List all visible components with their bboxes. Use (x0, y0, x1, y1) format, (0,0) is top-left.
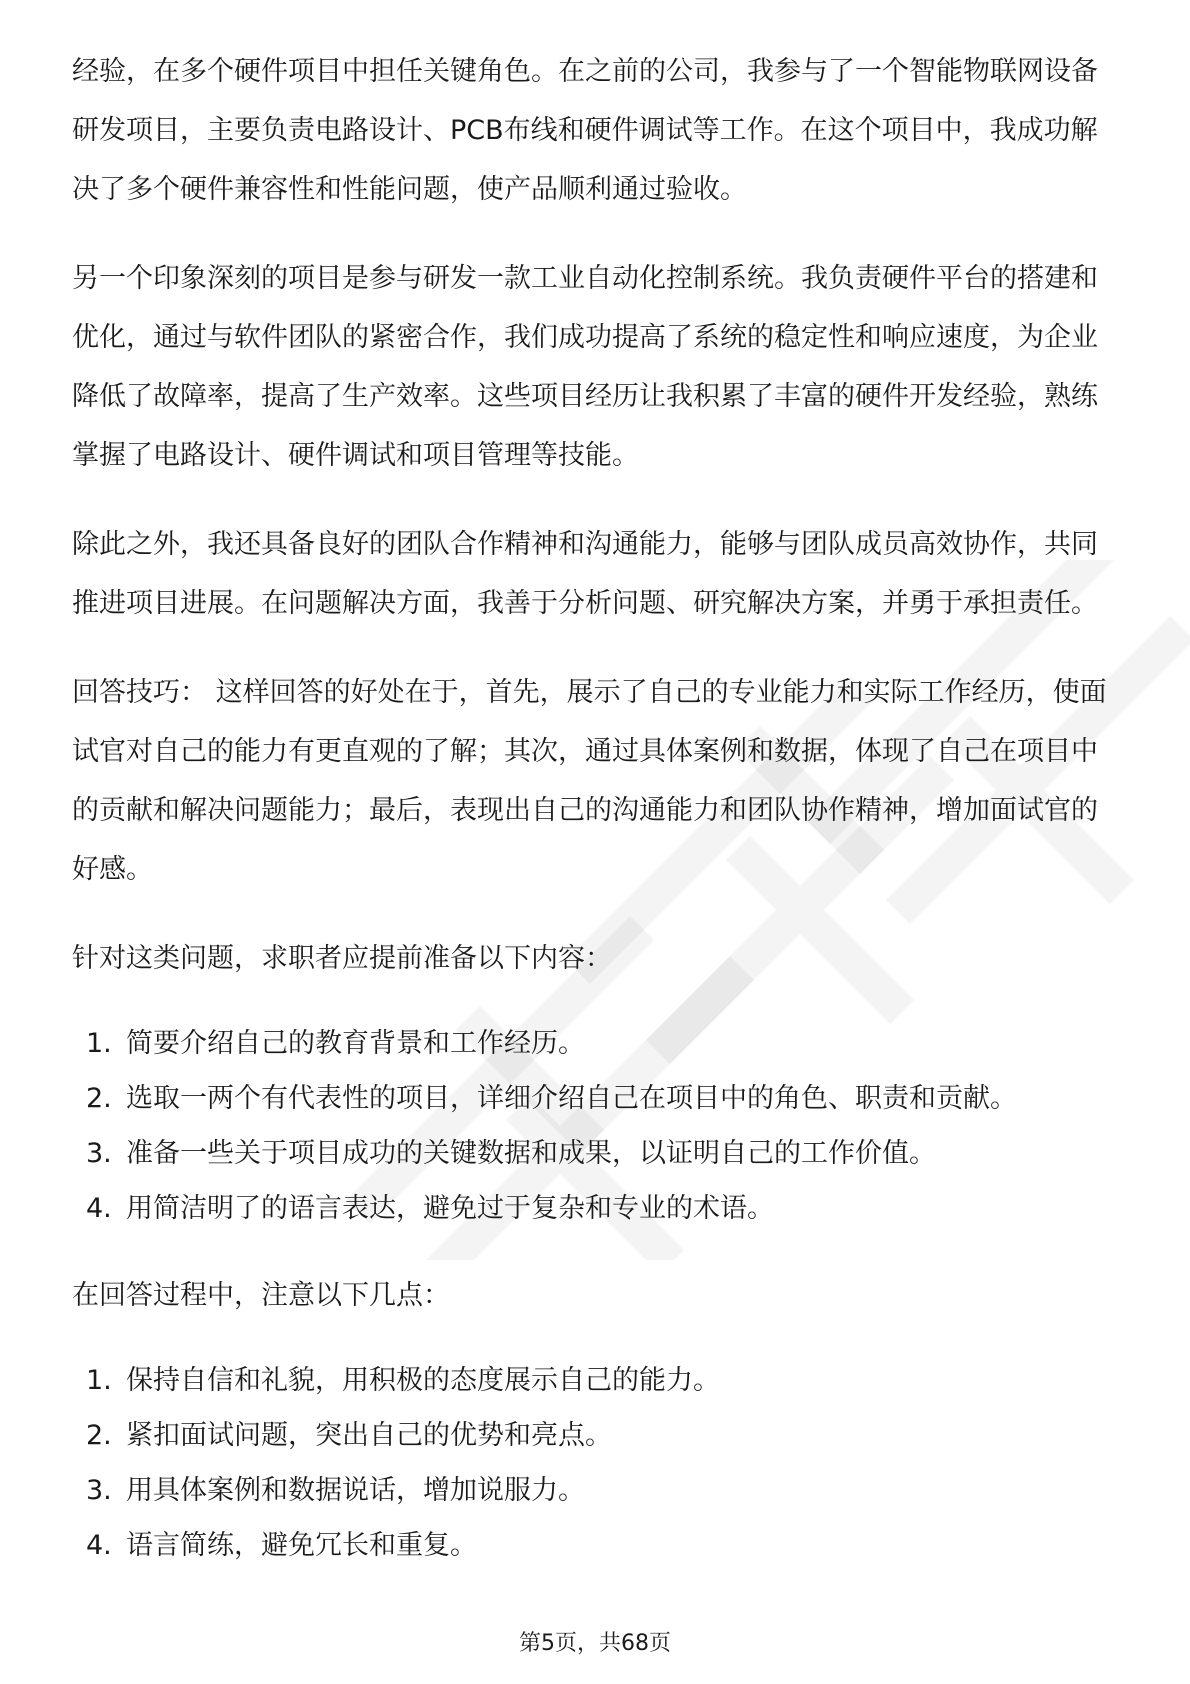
list-number: 4. (86, 1193, 112, 1224)
list-text: 保持自信和礼貌，用积极的态度展示自己的能力。 (126, 1365, 720, 1396)
prep-section-lead: 针对这类问题，求职者应提前准备以下内容： (72, 943, 612, 974)
paragraph-experience: 经验，在多个硬件项目中担任关键角色。在之前的公司，我参与了一个智能物联网设备研发项目，主要负责电路设计、PCB布线和硬件调试等工作。在这个项目中，我成功解决了多个硬件兼容性和性能问题，使产品顺利通过验收。 (72, 56, 1098, 205)
list-text: 用简洁明了的语言表达，避免过于复杂和专业的术语。 (126, 1193, 774, 1224)
list-item (72, 1016, 1122, 1071)
list-text: 用具体案例和数据说话，增加说服力。 (126, 1475, 585, 1506)
list-item (72, 1463, 1122, 1518)
paragraph-teamwork: 除此之外，我还具备良好的团队合作精神和沟通能力，能够与团队成员高效协作，共同推进项目进展。在问题解决方面，我善于分析问题、研究解决方案，并勇于承担责任。 (72, 529, 1098, 619)
notes-section-lead: 在回答过程中，注意以下几点： (72, 1280, 450, 1311)
list-text: 紧扣面试问题，突出自己的优势和亮点。 (126, 1420, 612, 1451)
list-number: 1. (86, 1028, 112, 1059)
list-number: 3. (86, 1475, 112, 1506)
list-number: 3. (86, 1138, 112, 1169)
list-item (72, 1408, 1122, 1463)
paragraph-automation-project: 另一个印象深刻的项目是参与研发一款工业自动化控制系统。我负责硬件平台的搭建和优化，通过与软件团队的紧密合作，我们成功提高了系统的稳定性和响应速度，为企业降低了故障率，提高了生产效率。这些项目经历让我积累了丰富的硬件开发经验，熟练掌握了电路设计、硬件调试和项目管理等技能。 (72, 263, 1098, 471)
list-number: 2. (86, 1083, 112, 1114)
prep-list (72, 1016, 1122, 1236)
main-content (72, 42, 1122, 1603)
list-text: 选取一两个有代表性的项目，详细介绍自己在项目中的角色、职责和贡献。 (126, 1083, 1017, 1114)
paragraph-answer-tips: 回答技巧： 这样回答的好处在于，首先，展示了自己的专业能力和实际工作经历，使面试官对自己的能力有更直观的了解；其次，通过具体案例和数据，体现了自己在项目中的贡献和解决问题能力；最后，表现出自己的沟通能力和团队协作精神，增加面试官的好感。 (72, 677, 1107, 885)
notes-list (72, 1353, 1122, 1573)
list-item (72, 1126, 1122, 1181)
list-number: 2. (86, 1420, 112, 1451)
list-text: 简要介绍自己的教育背景和工作经历。 (126, 1028, 585, 1059)
list-item (72, 1071, 1122, 1126)
list-number: 1. (86, 1365, 112, 1396)
list-text: 语言简练，避免冗长和重复。 (126, 1530, 477, 1561)
list-item (72, 1181, 1122, 1236)
page-number-footer: 第5页，共68页 (519, 1631, 671, 1656)
list-item (72, 1518, 1122, 1573)
list-number: 4. (86, 1530, 112, 1561)
list-item (72, 1353, 1122, 1408)
list-text: 准备一些关于项目成功的关键数据和成果，以证明自己的工作价值。 (126, 1138, 936, 1169)
